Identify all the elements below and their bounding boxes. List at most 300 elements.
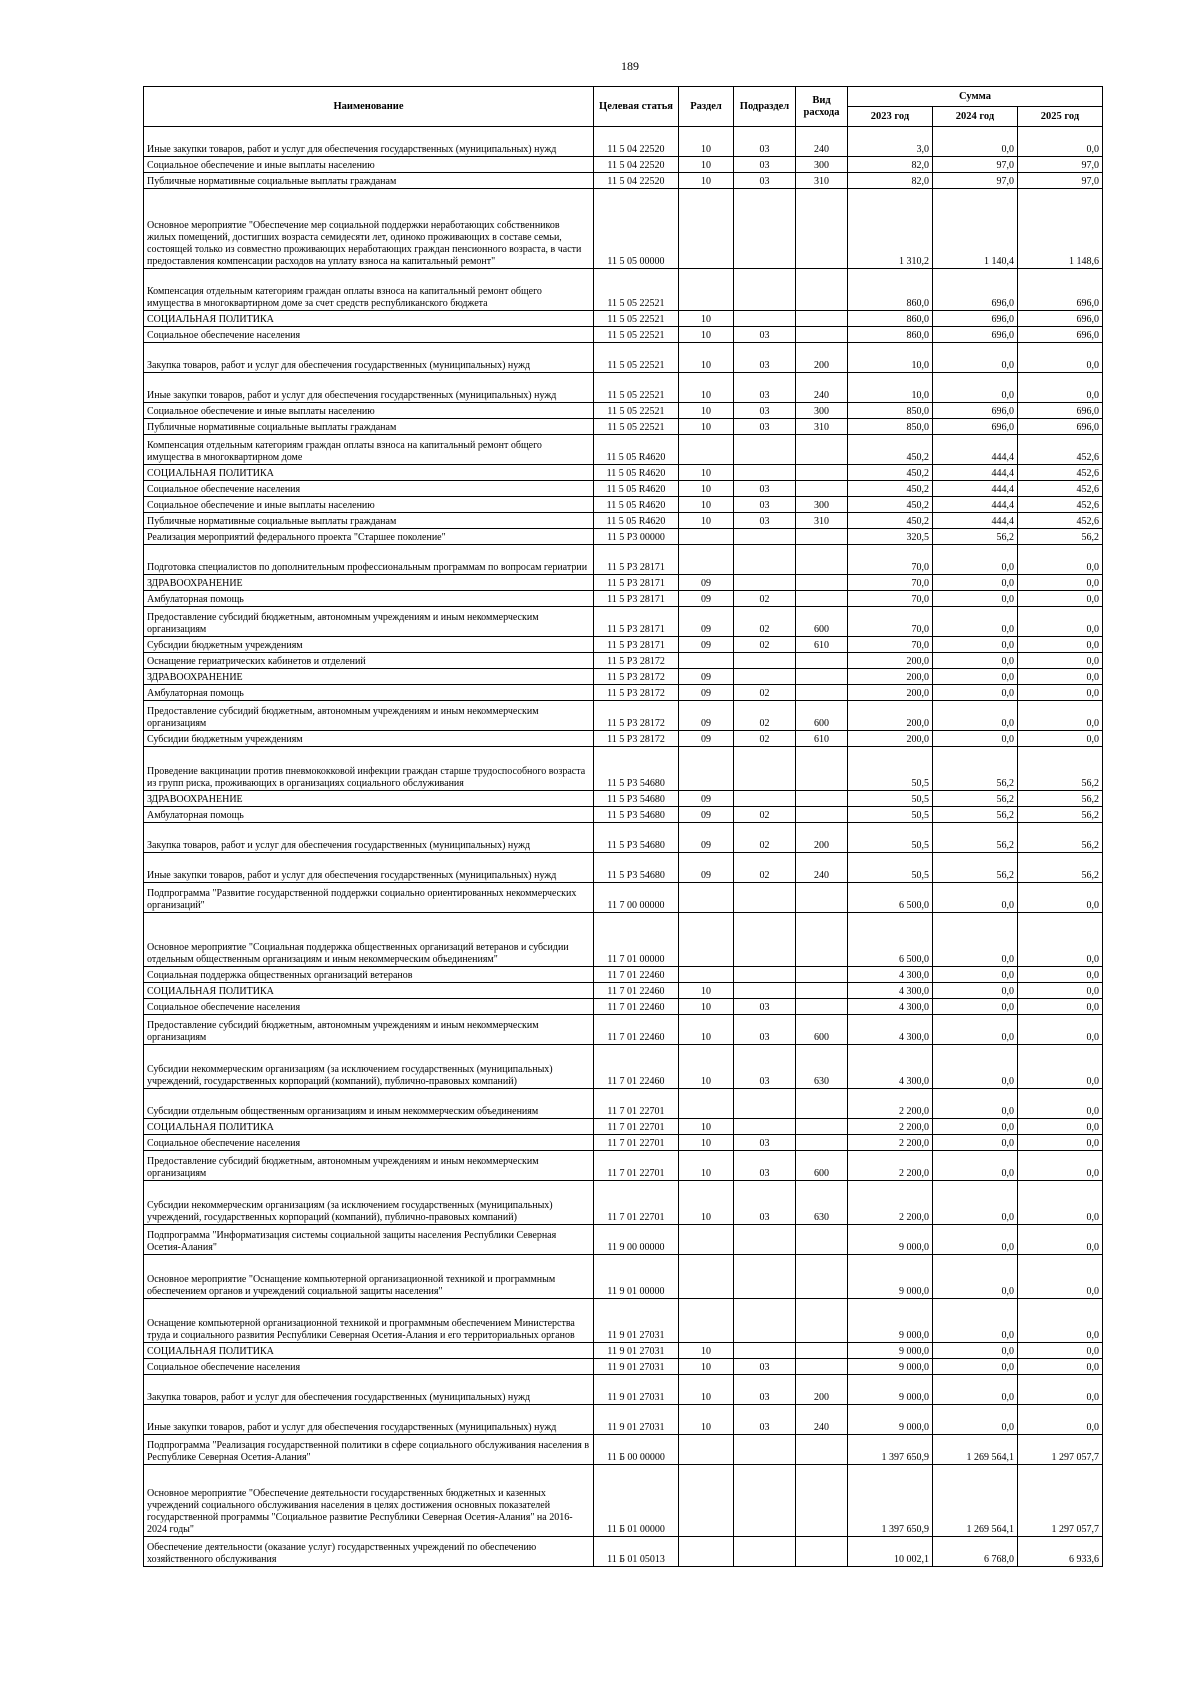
table-row <box>144 731 1103 747</box>
table-cell-expense-type <box>796 1435 848 1465</box>
table-row <box>144 173 1103 189</box>
table-cell-name: Оснащение гериатрических кабинетов и отделений <box>144 653 594 669</box>
table-cell-subsection: 02 <box>734 731 796 747</box>
table-cell-2024: 1 269 564,1 <box>933 1435 1018 1465</box>
table-cell-subsection: 03 <box>734 157 796 173</box>
table-cell-section: 10 <box>679 1151 734 1181</box>
table-cell-target-article: 11 5 P3 28171 <box>594 637 679 653</box>
table-cell-expense-type: 200 <box>796 343 848 373</box>
table-cell-2024: 444,4 <box>933 497 1018 513</box>
table-cell-subsection: 03 <box>734 127 796 157</box>
table-cell-2023: 200,0 <box>848 701 933 731</box>
table-cell-subsection <box>734 1465 796 1537</box>
table-cell-name: Предоставление субсидий бюджетным, автономным учреждениям и иным некоммерческим организациям <box>144 607 594 637</box>
table-cell-expense-type <box>796 591 848 607</box>
table-cell-2023: 82,0 <box>848 157 933 173</box>
table-cell-expense-type <box>796 1299 848 1343</box>
table-cell-2023: 50,5 <box>848 747 933 791</box>
table-cell-target-article: 11 5 05 R4620 <box>594 435 679 465</box>
table-cell-section: 09 <box>679 607 734 637</box>
table-cell-target-article: 11 5 P3 00000 <box>594 529 679 545</box>
table-cell-2023: 9 000,0 <box>848 1299 933 1343</box>
table-cell-section: 10 <box>679 983 734 999</box>
table-row <box>144 373 1103 403</box>
table-cell-2025: 0,0 <box>1018 343 1103 373</box>
table-cell-expense-type: 200 <box>796 1375 848 1405</box>
table-row <box>144 1135 1103 1151</box>
table-cell-subsection: 03 <box>734 1359 796 1375</box>
table-cell-2025: 56,2 <box>1018 791 1103 807</box>
table-cell-subsection: 03 <box>734 327 796 343</box>
table-cell-target-article: 11 Б 00 00000 <box>594 1435 679 1465</box>
table-row <box>144 999 1103 1015</box>
table-cell-2024: 0,0 <box>933 1135 1018 1151</box>
table-cell-section: 10 <box>679 373 734 403</box>
table-row <box>144 1465 1103 1537</box>
table-row <box>144 791 1103 807</box>
table-cell-section: 09 <box>679 591 734 607</box>
table-cell-2023: 3,0 <box>848 127 933 157</box>
table-cell-2023: 50,5 <box>848 807 933 823</box>
table-cell-2023: 860,0 <box>848 311 933 327</box>
table-row <box>144 157 1103 173</box>
table-cell-2025: 0,0 <box>1018 591 1103 607</box>
table-cell-target-article: 11 5 P3 28172 <box>594 669 679 685</box>
table-cell-section <box>679 1537 734 1567</box>
table-cell-2024: 0,0 <box>933 545 1018 575</box>
table-cell-subsection: 03 <box>734 999 796 1015</box>
table-row <box>144 983 1103 999</box>
table-cell-expense-type <box>796 1465 848 1537</box>
table-cell-name: Компенсация отдельным категориям граждан оплаты взноса на капитальный ремонт общего имущества в многоквартирном доме <box>144 435 594 465</box>
table-cell-section: 10 <box>679 343 734 373</box>
header-name: Наименование <box>144 87 594 127</box>
table-cell-section <box>679 1089 734 1119</box>
table-cell-2023: 6 500,0 <box>848 913 933 967</box>
table-cell-2024: 0,0 <box>933 1405 1018 1435</box>
table-cell-subsection <box>734 653 796 669</box>
table-cell-2025: 0,0 <box>1018 607 1103 637</box>
table-cell-section <box>679 1435 734 1465</box>
table-cell-2025: 1 148,6 <box>1018 189 1103 269</box>
table-row <box>144 1299 1103 1343</box>
table-row <box>144 419 1103 435</box>
table-cell-section <box>679 269 734 311</box>
table-cell-section: 10 <box>679 1119 734 1135</box>
table-row <box>144 189 1103 269</box>
table-cell-expense-type: 240 <box>796 373 848 403</box>
table-cell-expense-type: 630 <box>796 1045 848 1089</box>
table-cell-2024: 0,0 <box>933 1299 1018 1343</box>
table-cell-name: Закупка товаров, работ и услуг для обеспечения государственных (муниципальных) нужд <box>144 343 594 373</box>
table-cell-2023: 850,0 <box>848 403 933 419</box>
table-cell-target-article: 11 7 01 00000 <box>594 913 679 967</box>
table-cell-subsection <box>734 311 796 327</box>
table-cell-2024: 0,0 <box>933 1151 1018 1181</box>
table-cell-target-article: 11 5 05 22521 <box>594 311 679 327</box>
table-cell-expense-type: 300 <box>796 157 848 173</box>
table-cell-2023: 70,0 <box>848 637 933 653</box>
table-cell-subsection: 03 <box>734 1151 796 1181</box>
table-cell-2024: 0,0 <box>933 701 1018 731</box>
table-cell-2023: 1 397 650,9 <box>848 1435 933 1465</box>
table-cell-2024: 444,4 <box>933 481 1018 497</box>
table-cell-2023: 9 000,0 <box>848 1375 933 1405</box>
table-cell-2025: 0,0 <box>1018 1089 1103 1119</box>
table-cell-subsection: 03 <box>734 343 796 373</box>
table-cell-2023: 50,5 <box>848 791 933 807</box>
table-cell-target-article: 11 5 05 R4620 <box>594 465 679 481</box>
table-cell-subsection <box>734 1435 796 1465</box>
table-cell-name: Социальное обеспечение населения <box>144 327 594 343</box>
table-cell-section: 10 <box>679 481 734 497</box>
table-cell-2023: 200,0 <box>848 653 933 669</box>
table-cell-2025: 696,0 <box>1018 419 1103 435</box>
table-cell-subsection: 03 <box>734 481 796 497</box>
table-cell-2025: 0,0 <box>1018 1181 1103 1225</box>
table-cell-section <box>679 883 734 913</box>
table-cell-subsection: 03 <box>734 1375 796 1405</box>
table-cell-section: 09 <box>679 575 734 591</box>
table-row <box>144 497 1103 513</box>
header-subsection: Подраздел <box>734 87 796 127</box>
table-cell-name: Публичные нормативные социальные выплаты гражданам <box>144 173 594 189</box>
table-cell-name: Социальное обеспечение населения <box>144 999 594 1015</box>
table-row <box>144 311 1103 327</box>
table-cell-name: Подпрограмма "Реализация государственной политики в сфере социального обслуживания населения в Республике Северная Осетия-Алания" <box>144 1435 594 1465</box>
table-cell-expense-type <box>796 1135 848 1151</box>
table-cell-2024: 696,0 <box>933 311 1018 327</box>
table-cell-2023: 450,2 <box>848 497 933 513</box>
table-cell-expense-type <box>796 685 848 701</box>
table-cell-name: Иные закупки товаров, работ и услуг для обеспечения государственных (муниципальных) нужд <box>144 853 594 883</box>
table-cell-2025: 0,0 <box>1018 999 1103 1015</box>
table-cell-2024: 0,0 <box>933 983 1018 999</box>
table-row <box>144 1045 1103 1089</box>
table-cell-2025: 0,0 <box>1018 127 1103 157</box>
table-cell-name: СОЦИАЛЬНАЯ ПОЛИТИКА <box>144 1343 594 1359</box>
table-cell-name: Иные закупки товаров, работ и услуг для обеспечения государственных (муниципальных) нужд <box>144 1405 594 1435</box>
table-cell-2025: 696,0 <box>1018 269 1103 311</box>
header-target-article: Целевая статья <box>594 87 679 127</box>
table-cell-2024: 0,0 <box>933 967 1018 983</box>
table-cell-2025: 56,2 <box>1018 823 1103 853</box>
table-cell-2025: 0,0 <box>1018 1225 1103 1255</box>
table-cell-name: Амбулаторная помощь <box>144 685 594 701</box>
table-cell-2025: 0,0 <box>1018 983 1103 999</box>
table-cell-2025: 0,0 <box>1018 1119 1103 1135</box>
table-cell-2024: 1 269 564,1 <box>933 1465 1018 1537</box>
table-cell-name: Обеспечение деятельности (оказание услуг) государственных учреждений по обеспечению хозяйственного обслуживания <box>144 1537 594 1567</box>
table-cell-expense-type <box>796 465 848 481</box>
table-cell-subsection: 02 <box>734 685 796 701</box>
table-cell-2025: 56,2 <box>1018 529 1103 545</box>
table-cell-name: Закупка товаров, работ и услуг для обеспечения государственных (муниципальных) нужд <box>144 1375 594 1405</box>
table-cell-name: Социальное обеспечение населения <box>144 1359 594 1375</box>
table-cell-target-article: 11 7 01 22701 <box>594 1089 679 1119</box>
table-cell-2024: 56,2 <box>933 747 1018 791</box>
table-cell-2023: 4 300,0 <box>848 1015 933 1045</box>
table-cell-2024: 0,0 <box>933 913 1018 967</box>
table-cell-target-article: 11 7 00 00000 <box>594 883 679 913</box>
table-row <box>144 1537 1103 1567</box>
table-cell-name: Социальное обеспечение населения <box>144 1135 594 1151</box>
table-cell-target-article: 11 5 P3 28172 <box>594 685 679 701</box>
table-cell-2025: 0,0 <box>1018 967 1103 983</box>
table-cell-expense-type <box>796 983 848 999</box>
table-cell-section: 10 <box>679 127 734 157</box>
table-cell-subsection <box>734 883 796 913</box>
table-cell-2023: 70,0 <box>848 575 933 591</box>
table-cell-section: 10 <box>679 999 734 1015</box>
table-cell-2024: 56,2 <box>933 853 1018 883</box>
table-cell-subsection <box>734 1255 796 1299</box>
table-cell-2024: 0,0 <box>933 591 1018 607</box>
table-cell-target-article: 11 7 01 22460 <box>594 967 679 983</box>
table-cell-target-article: 11 9 01 27031 <box>594 1299 679 1343</box>
table-cell-2024: 696,0 <box>933 419 1018 435</box>
table-cell-subsection: 03 <box>734 1015 796 1045</box>
table-cell-section: 10 <box>679 419 734 435</box>
table-cell-2024: 0,0 <box>933 637 1018 653</box>
table-cell-section: 10 <box>679 403 734 419</box>
table-cell-2024: 0,0 <box>933 1181 1018 1225</box>
table-cell-expense-type: 600 <box>796 607 848 637</box>
table-cell-section <box>679 1225 734 1255</box>
table-cell-2025: 0,0 <box>1018 731 1103 747</box>
table-cell-section: 10 <box>679 465 734 481</box>
table-cell-2024: 0,0 <box>933 883 1018 913</box>
table-row <box>144 327 1103 343</box>
table-cell-2024: 56,2 <box>933 529 1018 545</box>
table-row <box>144 435 1103 465</box>
table-cell-2025: 0,0 <box>1018 669 1103 685</box>
table-cell-2023: 200,0 <box>848 669 933 685</box>
table-cell-section: 10 <box>679 497 734 513</box>
table-cell-2025: 0,0 <box>1018 701 1103 731</box>
table-cell-subsection <box>734 913 796 967</box>
budget-table <box>143 86 1103 1567</box>
table-row <box>144 747 1103 791</box>
table-cell-2023: 9 000,0 <box>848 1255 933 1299</box>
table-cell-2025: 0,0 <box>1018 575 1103 591</box>
table-body <box>144 127 1103 1567</box>
table-cell-name: Оснащение компьютерной организационной техникой и программным обеспечением Министерства труда и социального развития Республики Северная Осетия-Алания и его территориальных органов <box>144 1299 594 1343</box>
table-cell-2025: 6 933,6 <box>1018 1537 1103 1567</box>
table-cell-target-article: 11 5 P3 28171 <box>594 575 679 591</box>
table-cell-name: Социальная поддержка общественных организаций ветеранов <box>144 967 594 983</box>
table-cell-2024: 0,0 <box>933 1045 1018 1089</box>
table-cell-2023: 2 200,0 <box>848 1135 933 1151</box>
table-cell-2023: 9 000,0 <box>848 1343 933 1359</box>
table-cell-target-article: 11 5 P3 28172 <box>594 731 679 747</box>
header-year-2024: 2024 год <box>933 107 1018 127</box>
table-cell-2023: 2 200,0 <box>848 1181 933 1225</box>
table-cell-2023: 4 300,0 <box>848 1045 933 1089</box>
table-cell-expense-type <box>796 1343 848 1359</box>
table-cell-name: СОЦИАЛЬНАЯ ПОЛИТИКА <box>144 465 594 481</box>
table-cell-2024: 0,0 <box>933 1343 1018 1359</box>
table-cell-2024: 97,0 <box>933 173 1018 189</box>
table-cell-2024: 0,0 <box>933 669 1018 685</box>
table-cell-2024: 0,0 <box>933 575 1018 591</box>
table-cell-2025: 56,2 <box>1018 807 1103 823</box>
table-cell-name: СОЦИАЛЬНАЯ ПОЛИТИКА <box>144 1119 594 1135</box>
table-cell-expense-type: 240 <box>796 127 848 157</box>
table-cell-section <box>679 1299 734 1343</box>
table-cell-2023: 10 002,1 <box>848 1537 933 1567</box>
table-cell-2024: 0,0 <box>933 1375 1018 1405</box>
table-cell-subsection: 02 <box>734 701 796 731</box>
table-cell-expense-type <box>796 913 848 967</box>
table-cell-2024: 1 140,4 <box>933 189 1018 269</box>
table-cell-target-article: 11 5 P3 54680 <box>594 791 679 807</box>
table-row <box>144 1181 1103 1225</box>
table-cell-name: СОЦИАЛЬНАЯ ПОЛИТИКА <box>144 983 594 999</box>
table-cell-2023: 320,5 <box>848 529 933 545</box>
table-cell-subsection <box>734 545 796 575</box>
table-cell-target-article: 11 5 05 22521 <box>594 403 679 419</box>
table-cell-name: Подготовка специалистов по дополнительным профессиональным программам по вопросам гериатрии <box>144 545 594 575</box>
table-cell-2025: 0,0 <box>1018 1405 1103 1435</box>
table-row <box>144 653 1103 669</box>
table-cell-expense-type: 600 <box>796 1151 848 1181</box>
table-cell-target-article: 11 7 01 22460 <box>594 983 679 999</box>
table-cell-target-article: 11 9 00 00000 <box>594 1225 679 1255</box>
table-cell-2024: 696,0 <box>933 403 1018 419</box>
table-cell-section <box>679 747 734 791</box>
table-cell-target-article: 11 5 05 00000 <box>594 189 679 269</box>
table-cell-target-article: 11 5 P3 28171 <box>594 607 679 637</box>
table-cell-2023: 10,0 <box>848 343 933 373</box>
table-row <box>144 1225 1103 1255</box>
table-cell-section: 10 <box>679 1015 734 1045</box>
table-cell-name: ЗДРАВООХРАНЕНИЕ <box>144 669 594 685</box>
table-cell-name: Основное мероприятие "Оснащение компьютерной организационной техникой и программным обеспечением органов и учреждений социальной защиты населения" <box>144 1255 594 1299</box>
table-cell-subsection <box>734 575 796 591</box>
table-row <box>144 669 1103 685</box>
table-cell-2023: 6 500,0 <box>848 883 933 913</box>
table-cell-section: 10 <box>679 327 734 343</box>
table-cell-name: ЗДРАВООХРАНЕНИЕ <box>144 575 594 591</box>
table-cell-target-article: 11 5 05 22521 <box>594 343 679 373</box>
table-cell-target-article: 11 9 01 27031 <box>594 1375 679 1405</box>
header-expense-type: Вид расхода <box>796 87 848 127</box>
table-row <box>144 607 1103 637</box>
table-cell-2023: 200,0 <box>848 731 933 747</box>
table-cell-2025: 696,0 <box>1018 311 1103 327</box>
table-cell-2023: 2 200,0 <box>848 1119 933 1135</box>
table-cell-target-article: 11 5 P3 54680 <box>594 807 679 823</box>
table-cell-target-article: 11 5 05 22521 <box>594 373 679 403</box>
table-cell-target-article: 11 7 01 22460 <box>594 999 679 1015</box>
table-cell-name: Социальное обеспечение и иные выплаты населению <box>144 497 594 513</box>
table-row <box>144 823 1103 853</box>
table-cell-name: Проведение вакцинации против пневмококковой инфекции граждан старше трудоспособного возраста из групп риска, проживающих в организациях социального обслуживания <box>144 747 594 791</box>
table-cell-expense-type: 610 <box>796 637 848 653</box>
table-cell-subsection <box>734 1537 796 1567</box>
table-cell-expense-type <box>796 529 848 545</box>
table-cell-name: Амбулаторная помощь <box>144 807 594 823</box>
table-cell-expense-type <box>796 327 848 343</box>
table-cell-name: Подпрограмма "Развитие государственной поддержки социально ориентированных некоммерческих организаций" <box>144 883 594 913</box>
table-row <box>144 1119 1103 1135</box>
table-cell-subsection: 02 <box>734 591 796 607</box>
table-cell-target-article: 11 9 01 00000 <box>594 1255 679 1299</box>
table-row <box>144 127 1103 157</box>
table-cell-2024: 56,2 <box>933 807 1018 823</box>
table-cell-subsection: 03 <box>734 1135 796 1151</box>
table-cell-name: Субсидии отдельным общественным организациям и иным некоммерческим объединениям <box>144 1089 594 1119</box>
table-cell-section <box>679 653 734 669</box>
table-cell-target-article: 11 Б 01 00000 <box>594 1465 679 1537</box>
table-cell-section: 10 <box>679 1343 734 1359</box>
table-cell-name: Публичные нормативные социальные выплаты гражданам <box>144 513 594 529</box>
table-cell-2024: 0,0 <box>933 685 1018 701</box>
table-cell-2023: 450,2 <box>848 465 933 481</box>
table-cell-2025: 0,0 <box>1018 653 1103 669</box>
table-cell-section <box>679 545 734 575</box>
table-cell-name: Субсидии некоммерческим организациям (за исключением государственных (муниципальных) учреждений, государственных корпораций (компаний), публично-правовых компаний) <box>144 1045 594 1089</box>
table-cell-2023: 850,0 <box>848 419 933 435</box>
table-cell-2024: 0,0 <box>933 1225 1018 1255</box>
table-cell-2024: 0,0 <box>933 653 1018 669</box>
table-cell-expense-type <box>796 999 848 1015</box>
table-cell-expense-type: 300 <box>796 497 848 513</box>
table-cell-2025: 0,0 <box>1018 1375 1103 1405</box>
table-cell-2025: 452,6 <box>1018 497 1103 513</box>
table-cell-section <box>679 529 734 545</box>
table-cell-target-article: 11 Б 01 05013 <box>594 1537 679 1567</box>
table-cell-2024: 0,0 <box>933 1015 1018 1045</box>
table-cell-name: Субсидии бюджетным учреждениям <box>144 731 594 747</box>
table-cell-2025: 0,0 <box>1018 1255 1103 1299</box>
table-cell-2024: 0,0 <box>933 1089 1018 1119</box>
table-cell-expense-type: 600 <box>796 1015 848 1045</box>
table-cell-section <box>679 1255 734 1299</box>
table-cell-subsection: 02 <box>734 823 796 853</box>
table-cell-section: 09 <box>679 791 734 807</box>
table-cell-2023: 860,0 <box>848 327 933 343</box>
table-cell-name: Субсидии некоммерческим организациям (за исключением государственных (муниципальных) учреждений, государственных корпораций (компаний), публично-правовых компаний) <box>144 1181 594 1225</box>
table-cell-2024: 0,0 <box>933 127 1018 157</box>
table-cell-subsection <box>734 669 796 685</box>
table-cell-expense-type <box>796 669 848 685</box>
table-row <box>144 685 1103 701</box>
table-cell-2025: 0,0 <box>1018 1135 1103 1151</box>
table-cell-section: 09 <box>679 807 734 823</box>
table-cell-expense-type <box>796 1537 848 1567</box>
table-cell-2025: 1 297 057,7 <box>1018 1465 1103 1537</box>
table-cell-2025: 0,0 <box>1018 373 1103 403</box>
table-row <box>144 853 1103 883</box>
table-cell-2023: 450,2 <box>848 435 933 465</box>
table-cell-2023: 4 300,0 <box>848 967 933 983</box>
table-cell-2023: 9 000,0 <box>848 1225 933 1255</box>
table-cell-expense-type: 200 <box>796 823 848 853</box>
table-cell-2023: 1 397 650,9 <box>848 1465 933 1537</box>
table-cell-target-article: 11 5 P3 28172 <box>594 701 679 731</box>
table-cell-expense-type <box>796 747 848 791</box>
table-row <box>144 967 1103 983</box>
table-cell-name: Амбулаторная помощь <box>144 591 594 607</box>
table-cell-2024: 0,0 <box>933 373 1018 403</box>
table-cell-2025: 452,6 <box>1018 481 1103 497</box>
table-cell-name: Социальное обеспечение и иные выплаты населению <box>144 403 594 419</box>
table-cell-2025: 97,0 <box>1018 173 1103 189</box>
table-cell-subsection: 03 <box>734 403 796 419</box>
table-row <box>144 883 1103 913</box>
